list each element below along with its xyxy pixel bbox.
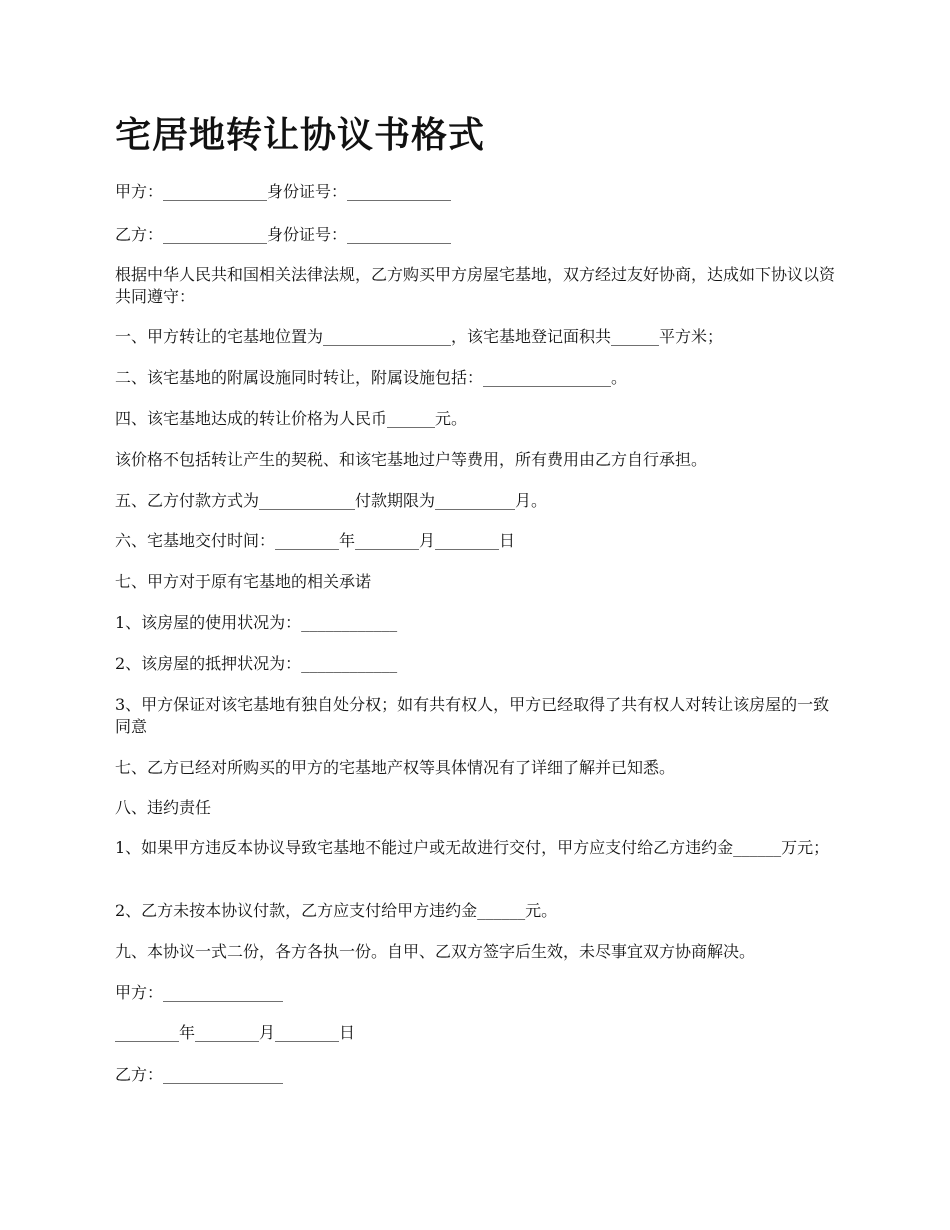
clause-4-price: 四、该宅基地达成的转让价格为人民币______元。 bbox=[115, 409, 468, 428]
document-title: 宅居地转让协议书格式 bbox=[115, 115, 486, 156]
clause-9-copies: 九、本协议一式二份，各方各执一份。自甲、乙双方签字后生效，未尽事宜双方协商解决。 bbox=[115, 942, 756, 961]
party-a-id-line: 甲方：_____________身份证号：_____________ bbox=[115, 182, 452, 201]
clause-2-facilities: 二、该宅基地的附属设施同时转让，附属设施包括：________________。 bbox=[115, 368, 628, 387]
clause-1-location: 一、甲方转让的宅基地位置为________________，该宅基地登记面积共______平方米； bbox=[115, 327, 724, 346]
commitment-1-usage: 1、该房屋的使用状况为：____________ bbox=[115, 613, 398, 632]
signature-date: ________年________月________日 bbox=[115, 1023, 356, 1042]
party-b-signature: 乙方：_______________ bbox=[115, 1065, 284, 1084]
clause-7-heading: 七、甲方对于原有宅基地的相关承诺 bbox=[115, 572, 372, 591]
preamble-paragraph: 根据中华人民共和国相关法律法规，乙方购买甲方房屋宅基地，双方经过友好协商，达成如下协议以资共同遵守： bbox=[115, 265, 836, 306]
party-a-signature: 甲方：_______________ bbox=[115, 983, 284, 1002]
breach-1-party-a: 1、如果甲方违反本协议导致宅基地不能过户或无故进行交付，甲方应支付给乙方违约金______万元； bbox=[115, 838, 830, 857]
breach-2-party-b: 2、乙方未按本协议付款，乙方应支付给甲方违约金______元。 bbox=[115, 901, 558, 920]
clause-5-payment: 五、乙方付款方式为____________付款期限为__________月。 bbox=[115, 491, 548, 510]
price-note: 该价格不包括转让产生的契税、和该宅基地过户等费用，所有费用由乙方自行承担。 bbox=[115, 450, 708, 469]
clause-8-heading: 八、违约责任 bbox=[115, 798, 212, 817]
party-b-id-line: 乙方：_____________身份证号：_____________ bbox=[115, 225, 452, 244]
commitment-3-ownership: 3、甲方保证对该宅基地有独自处分权；如有共有权人，甲方已经取得了共有权人对转让该房屋的一致同意 bbox=[115, 695, 830, 736]
commitment-2-mortgage: 2、该房屋的抵押状况为：____________ bbox=[115, 654, 398, 673]
clause-6-delivery-date: 六、宅基地交付时间：________年________月________日 bbox=[115, 531, 516, 550]
clause-7-acknowledgement: 七、乙方已经对所购买的甲方的宅基地产权等具体情况有了详细了解并已知悉。 bbox=[115, 758, 676, 777]
